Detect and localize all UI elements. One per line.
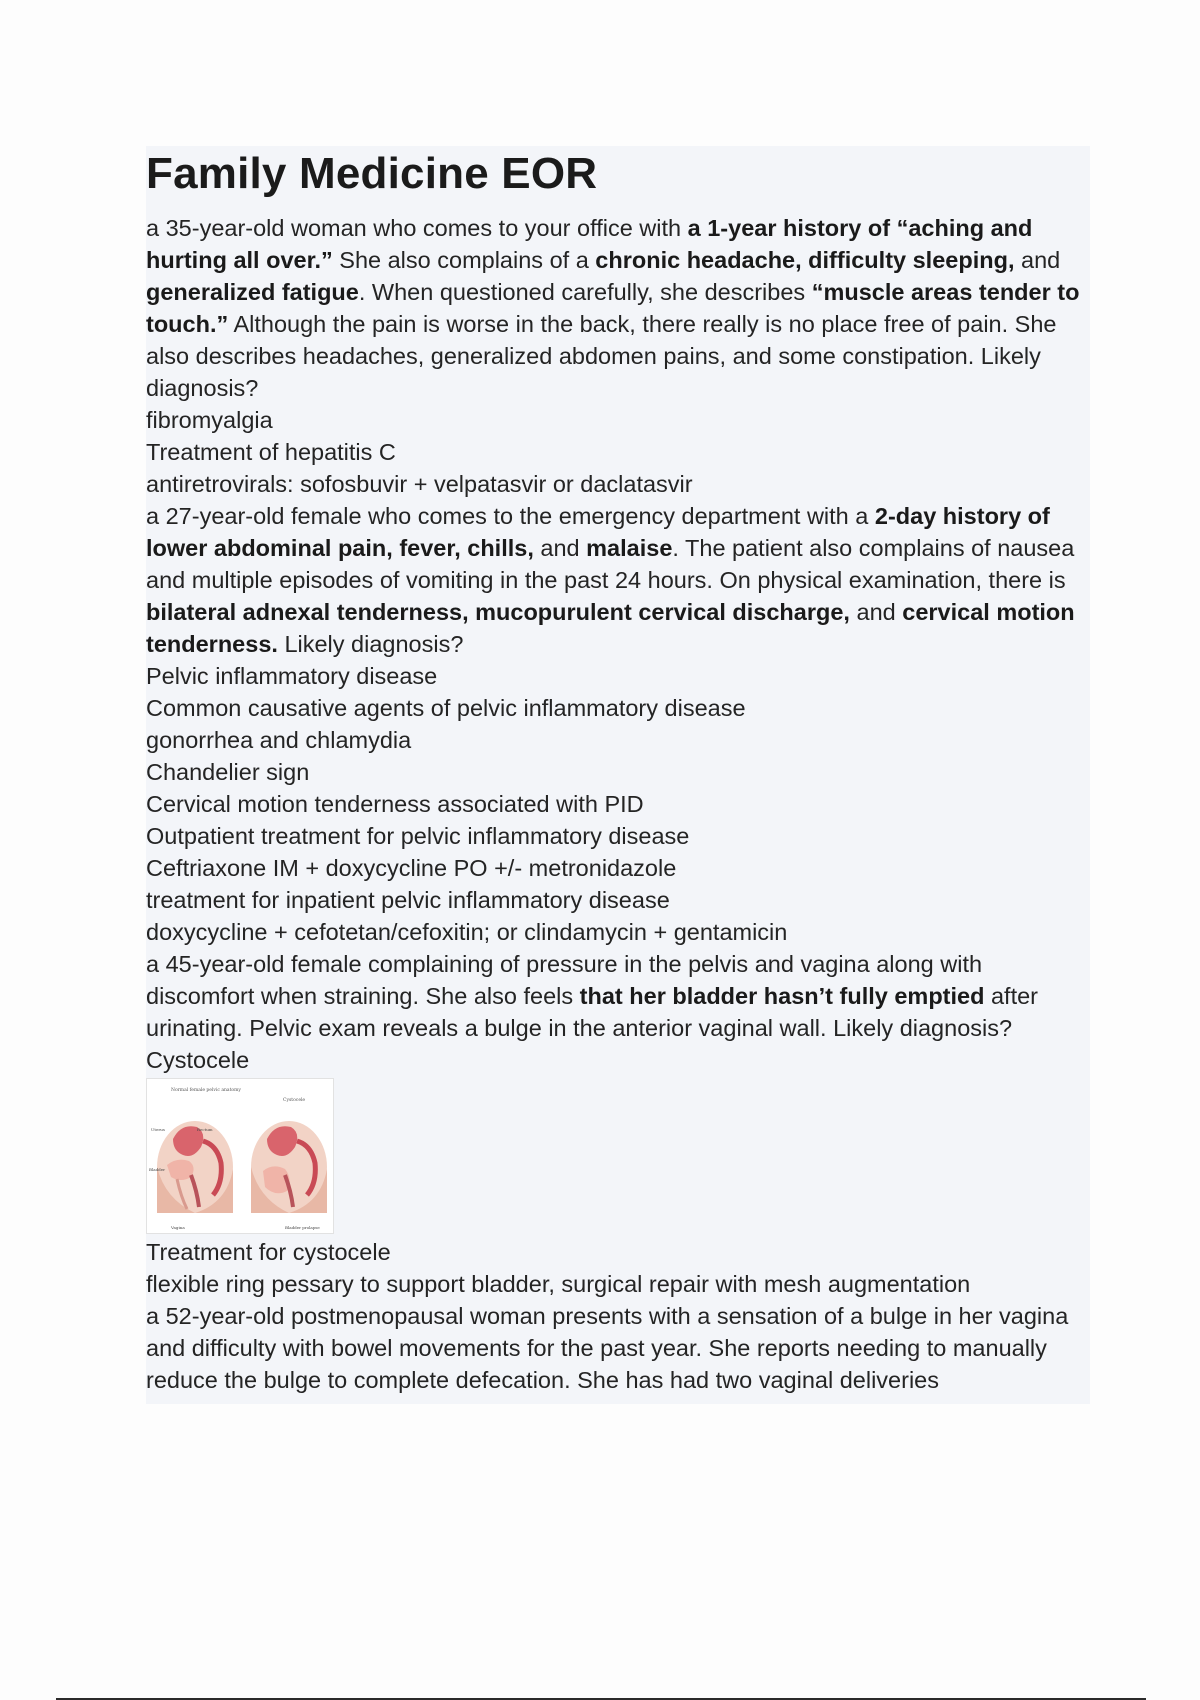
question-emphasis: chronic headache, difficulty sleeping, (595, 247, 1015, 273)
cystocele-figure (146, 1078, 334, 1234)
card-answer: Ceftriaxone IM + doxycycline PO +/- metronidazole (146, 855, 677, 881)
normal-pelvis-drawing (157, 1121, 233, 1213)
question-text: a 45-year-old female complaining of pressure in the pelvis and vagina along with discomfort when straining. She also feels (146, 951, 983, 1009)
card-answer: fibromyalgia (146, 407, 273, 433)
question-text: and (849, 599, 903, 625)
question-emphasis: 2-day history of lower abdominal pain, fever, chills, (146, 503, 1050, 561)
figure-label-uterus: Uterus (151, 1127, 165, 1132)
question-text: Although the pain is worse in the back, there really is no place free of pain. She also describes headaches, generalized abdomen pains, and some constipation. Likely diagnosis? (146, 311, 1057, 401)
question-text: a 27-year-old female who comes to the emergency department with a (146, 503, 875, 529)
card-question (146, 212, 1090, 404)
question-text: Treatment for cystocele (146, 1239, 391, 1265)
card-answer: Cystocele (146, 1047, 250, 1073)
card-answer: doxycycline + cefotetan/cefoxitin; or clindamycin + gentamicin (146, 919, 788, 945)
figure-row (146, 1076, 1090, 1236)
card-question (146, 948, 1090, 1044)
card-answer: gonorrhea and chlamydia (146, 727, 412, 753)
question-emphasis: bilateral adnexal tenderness, mucopurulent cervical discharge, (146, 599, 850, 625)
document-body (146, 212, 1090, 1396)
card-answer: Cervical motion tenderness associated with PID (146, 791, 644, 817)
cystocele-illustration (147, 1079, 333, 1233)
figure-label-rectum: Rectum (197, 1127, 213, 1132)
card-answer: flexible ring pessary to support bladder, surgical repair with mesh augmentation (146, 1271, 971, 1297)
question-text: . When questioned carefully, she describes (358, 279, 812, 305)
question-text: and (1014, 247, 1061, 273)
question-text: after urinating. Pelvic exam reveals a bulge in the anterior vaginal wall. Likely diagnosis? (146, 983, 1039, 1041)
question-text: Likely diagnosis? (277, 631, 464, 657)
question-emphasis: generalized fatigue (146, 279, 359, 305)
question-emphasis: a 1-year history of “aching and hurting all over.” (146, 215, 1033, 273)
question-text: She also complains of a (332, 247, 596, 273)
question-emphasis: cervical motion tenderness. (146, 599, 1075, 657)
question-text: Chandelier sign (146, 759, 310, 785)
question-text: Common causative agents of pelvic inflammatory disease (146, 695, 746, 721)
card-question (146, 884, 1090, 916)
figure-right-caption: Cystocele (283, 1098, 306, 1103)
figure-label-vagina: Vagina (171, 1225, 185, 1230)
question-emphasis: “muscle areas tender to touch.” (146, 279, 1080, 337)
document-title: Family Medicine EOR (146, 149, 598, 198)
question-text: Treatment of hepatitis C (146, 439, 396, 465)
figure-label-bladder-prolapse: Bladder prolapse (285, 1225, 320, 1230)
card-question (146, 436, 1090, 468)
card-question (146, 692, 1090, 724)
card-question (146, 820, 1090, 852)
card-question (146, 1300, 1090, 1396)
figure-left-caption: Normal female pelvic anatomy (171, 1088, 241, 1093)
question-emphasis: malaise (586, 535, 673, 561)
card-question (146, 756, 1090, 788)
card-answer: Pelvic inflammatory disease (146, 663, 438, 689)
question-emphasis: that her bladder hasn’t fully emptied (579, 983, 985, 1009)
card-answer: antiretrovirals: sofosbuvir + velpatasvir or daclatasvir (146, 471, 693, 497)
question-text: Outpatient treatment for pelvic inflammatory disease (146, 823, 690, 849)
figure-label-bladder: Bladder (149, 1167, 166, 1172)
question-text: a 35-year-old woman who comes to your office with (146, 215, 688, 241)
question-text: and (533, 535, 587, 561)
card-question (146, 500, 1090, 660)
cystocele-pelvis-drawing (251, 1121, 327, 1213)
question-text: . The patient also complains of nausea and multiple episodes of vomiting in the past 24 hours. On physical examination, there is (146, 535, 1075, 593)
card-question (146, 1236, 1090, 1268)
question-text: treatment for inpatient pelvic inflammatory disease (146, 887, 670, 913)
question-text: a 52-year-old postmenopausal woman presents with a sensation of a bulge in her vagina and difficulty with bowel movements for the past year. She reports needing to manually reduce the bulge to complete defecation. She has had two vaginal deliveries (146, 1303, 1069, 1393)
